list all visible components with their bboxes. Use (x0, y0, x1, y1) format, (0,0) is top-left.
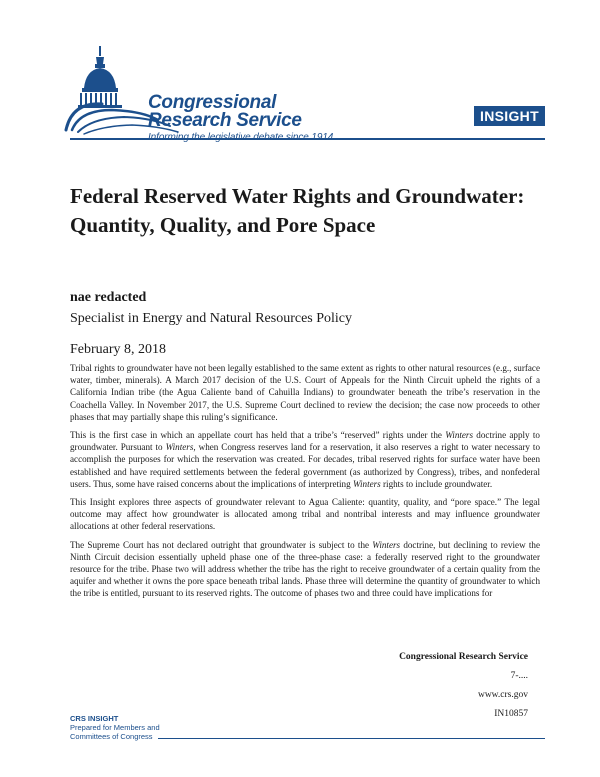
author-position: Specialist in Energy and Natural Resources Policy (70, 311, 353, 326)
paragraph-text: The Supreme Court has not declared outright that groundwater is subject to the (70, 539, 373, 550)
footer-phone: 7-.... (510, 671, 528, 681)
footer-prepared-line-1: Prepared for Members and (70, 723, 160, 732)
italic-term: Winters (165, 442, 194, 453)
document-title: Federal Reserved Water Rights and Groundwater: Quantity, Quality, and Pore Space (70, 184, 525, 237)
footer-prepared-line-2: Committees of Congress (70, 732, 153, 741)
body-paragraph (70, 429, 540, 490)
publication-date: February 8, 2018 (70, 342, 167, 357)
footer-crs-insight: CRS INSIGHT (70, 714, 119, 723)
body-paragraph (70, 362, 540, 423)
brand-line-1: Congressional (148, 92, 277, 113)
body-paragraph (70, 539, 540, 600)
crs-footer-mark (70, 714, 160, 741)
header-divider (70, 138, 545, 140)
paragraph-text: , when Congress reserves land for a reservation, it also reserves a right to water necessary to accomplish the purposes for which the reservation was created. For decades, tribal reserved rights for surface water have been established and have required settlements between the federal government (as authorized by Congress), tribes, and nonfederal users. Thus, some have raised concerns about the implications of interpreting (70, 442, 541, 489)
paragraph-text: rights to include groundwater. (380, 478, 493, 489)
insight-badge: INSIGHT (474, 106, 545, 126)
page-footer-info (399, 648, 528, 724)
italic-term: Winters (352, 478, 381, 489)
author-name: nae redacted (70, 290, 147, 305)
footer-divider (158, 738, 545, 739)
document-body (70, 362, 540, 606)
paragraph-text: This is the first case in which an appellate court has held that a tribe’s “reserved” rights under the (70, 430, 446, 441)
brand-line-2: Research Service (148, 110, 302, 131)
footer-report-id: IN10857 (494, 709, 528, 719)
crs-wordmark (148, 94, 333, 143)
footer-url[interactable]: www.crs.gov (477, 690, 528, 700)
paragraph-text: doctrine, but declining to review the Ninth Circuit decision essentially upheld phase one of the three-phase case: a federally reserved right to the groundwater resource for the tribe. Phase two will address whether the tribe has the right to receive groundwater of a certain quality from the aquifer and whether it owns the pore space beneath tribal lands. Phase three will determine the quantity of groundwater to which the tribe is entitled, pursuant to its reserved rights. The outcome of phases two and three could have implications for (70, 539, 540, 599)
paragraph-text: doctrine apply to groundwater. Pursuant to (70, 430, 540, 453)
italic-term: Winters (372, 539, 401, 550)
paragraph-text: Tribal rights to groundwater have not been legally established to the same extent as rights to other natural resources (e.g., surface water, timber, minerals). A March 2017 decision of the U.S. Court of Appeals for the Ninth Circuit upheld the rights of a California Indian tribe (the Agua Caliente band of Cahuilla Indians) to groundwater beneath the tribe’s reservation in the Coachella Valley. In November 2017, the U.S. Supreme Court declined to review the decision; the case now proceeds to other phases that may partially shape this ruling’s significance. (70, 363, 540, 422)
footer-org: Congressional Research Service (399, 652, 528, 662)
italic-term: Winters (445, 430, 474, 441)
body-paragraph (70, 496, 540, 533)
paragraph-text: This Insight explores three aspects of groundwater relevant to Agua Caliente: quantity, quality, and “pore space.” The legal outcome may affect how groundwater is allocated among tribal and nontribal interests and may influence groundwater allocations at other federal reservations. (70, 497, 540, 532)
